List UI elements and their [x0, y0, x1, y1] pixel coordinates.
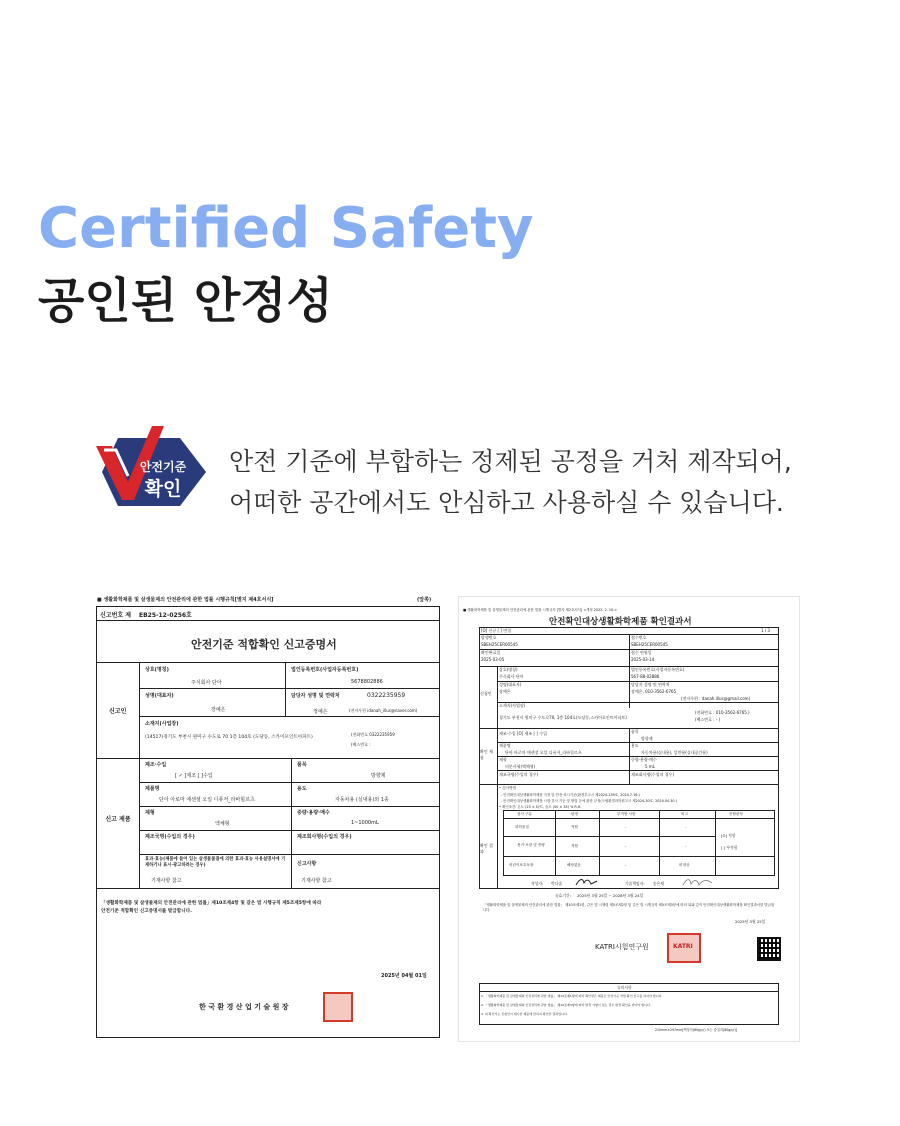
doc1-notice-label: 신고사항 [297, 861, 317, 867]
doc1-capacity-label: 중량·용량·매수 [297, 810, 330, 816]
doc2-tel: (전화번호 : 010-3562-6765 ) [695, 710, 750, 715]
doc2-row3-note: 비대상 [679, 863, 690, 867]
doc2-receipt-no-label: 접수번호 [631, 635, 647, 640]
badge-label-bottom: 확인 [144, 478, 182, 500]
doc2-overall-fail: [ ] 부적합 [721, 845, 738, 850]
doc2-receipt-date-label: 접수 연월일 [631, 650, 652, 655]
doc2-product-label: 제품명 [499, 743, 511, 748]
certificate-document-2 [458, 596, 800, 1042]
doc2-row3-fail: - [625, 863, 627, 867]
certificate-document-1 [95, 594, 441, 1040]
doc2-section-applicant: 신청인 [480, 691, 492, 696]
doc2-form-label: 제형 [499, 757, 507, 762]
doc2-company-label: 상호(명칭) [499, 667, 518, 672]
safety-check-badge [94, 424, 212, 520]
doc2-note-3: 3. 위 확인서는 신청인이 제시한 제품에 한하여 확인한 결과입니다. [481, 1012, 568, 1016]
doc2-issue-no: SBEH25CER00545 [481, 642, 518, 647]
doc1-company-label: 상호(명칭) [145, 667, 169, 673]
doc2-test-line-2: - 안전확인대상생활화학제품 시험·검사 기준 및 방법 등에 관한 규정(국립환경과학원고시 제2024-30호, 2024.04.30.) [501, 799, 677, 803]
doc2-biz-no: 567-88-02886 [631, 674, 660, 679]
doc1-certify-text-1: 「생활화학제품 및 살생물제의 안전관리에 관한 법률」제10조제4항 및 같은 법 시행규칙 제5조제5항에 따라 [101, 901, 322, 906]
doc2-valid-label: 유효기간: [555, 893, 571, 898]
doc2-footer: 210mm×297mm[백상지(80g/㎡) 또는 중질지(80g/㎡)] [655, 1028, 738, 1032]
doc1-product-label: 제품명 [145, 786, 160, 792]
doc2-row3-judge: 해당없음 [567, 863, 581, 867]
title-korean: 공인된 안정성 [38, 273, 333, 329]
doc2-receipt-no: SBEH25CER00545 [631, 642, 668, 647]
doc2-approver: 송은채 [653, 881, 665, 886]
title-english: Certified Safety [38, 196, 534, 261]
doc2-approver-label: 기술책임자: [625, 881, 645, 886]
doc2-company: 주식회사 단아 [499, 674, 524, 679]
doc1-official-seal [323, 992, 353, 1022]
doc1-side-tag: (앞쪽) [417, 597, 432, 603]
doc1-contact-name: 정예은 [313, 709, 328, 715]
doc2-use-label: 용도 [631, 743, 639, 748]
doc2-maker-label: 제조회사명(수입의 경우) [631, 772, 675, 777]
doc1-capacity: 1~1000mL [351, 820, 379, 826]
doc1-use: 자동차용 (실내용)외 1종 [335, 797, 389, 803]
doc1-law-header: ■ 생활화학제품 및 살생물제의 안전관리에 관한 법률 시행규칙[별지 제4호서식] [97, 597, 274, 603]
doc2-notes-title: 유의사항 [617, 985, 632, 990]
doc2-page: 1 / 3 [761, 628, 770, 633]
doc1-company: 주식회사 단아 [191, 680, 222, 686]
doc1-form-label: 제형 [145, 810, 155, 816]
doc2-receipt-date: 2025-03-14 [631, 657, 655, 662]
doc2-author: 박다솔 [551, 881, 563, 886]
doc1-fax: (팩스번호 : [351, 742, 371, 747]
doc1-item-label: 품목 [297, 762, 307, 768]
doc2-katri-seal [667, 933, 701, 963]
doc1-biz-no-label: 법인등록번호(사업자등록번호) [291, 667, 359, 673]
doc2-qr-code [757, 937, 781, 961]
doc2-note-2: 2. 「생활화학제품 및 살생물제의 안전관리에 관한 법률」 제10조제3항에 따라 변경 사항이 있는 경우 변경 확인을 받아야 합니다. [481, 1003, 651, 1007]
doc2-test-line-3: • 확인조건: 온도 (23 ± 5)℃, 습도 (50 ± 35) % R.H. [499, 805, 582, 809]
doc2-result-header-0: 검사 구분 [517, 812, 533, 816]
description [229, 441, 792, 523]
doc2-author-label: 작성자: [531, 881, 544, 886]
doc1-contact-label: 담당자 성명 및 연락처 [291, 693, 340, 699]
doc2-row1-fail: - [625, 825, 627, 829]
doc2-fax: (팩스번호 : - ) [695, 717, 721, 722]
doc1-form: 액체형 [215, 821, 230, 827]
doc2-import-value: 제조·수입 [O] 제조 [ ] 수입 [499, 731, 547, 736]
doc2-contact-label: 담당자 성명 및 연락처 [631, 682, 670, 687]
doc2-test-method: • 검사방법 [499, 786, 517, 790]
doc2-row2-fail: - [625, 844, 627, 848]
doc2-row2-note: - [685, 844, 687, 848]
doc2-note-1: 1. 「생활화학제품 및 살생물제의 안전관리에 관한 법률」 제10조제1항에 따라 확인받은 제품은 안전기준 적합 확인 신고를 하여야 합니다. [481, 994, 663, 998]
doc2-type: [O] 신규 [ ] 변경 [481, 628, 511, 633]
doc2-row1-judge: 적합 [571, 825, 578, 829]
doc1-import-value: [ ✓ ]제조 [ ]수입 [175, 773, 213, 779]
doc2-row3-cat: 어린이보호포장 [509, 863, 534, 867]
doc1-section-applicant: 신고인 [109, 708, 127, 715]
doc2-result-header-4: 종합판정 [729, 812, 743, 816]
doc2-section-product: 확인 제품 [480, 749, 493, 760]
doc2-section-result: 확인 결과 [480, 843, 493, 854]
doc2-address: 경기도 부천시 원미구 수도로70, 1층 104호(도당동,스카이포인트아파트) [499, 715, 627, 720]
doc1-report-no: EB25-12-0256호 [139, 612, 192, 619]
doc2-rep: 장예은 [499, 689, 511, 694]
doc2-law-header: ■ 생활화학제품 및 살생물제의 안전관리에 관한 법률 시행규칙 [별지 제2호서식] <개정 2022. 2. 10.> [463, 608, 618, 612]
doc1-date: 2025년 04월 01일 [381, 973, 427, 979]
doc2-katri-seal-text: KATRI [673, 943, 693, 950]
doc2-statement: 「생활화학제품 및 살생물제의 안전관리에 관한 법률」 제10조제1항, 같은 법 시행령 제5조제2항 및 같은 법 시행규칙 제5조제3항에 따라 위와 같이 안전확인대상생활화학제품 확인결과서를 발급합니다. [483, 903, 775, 912]
doc2-use: 자동차용(실내용), 일반용(실내공간용) [641, 750, 708, 755]
doc1-rep-label: 성명(대표자) [145, 693, 174, 699]
doc1-contact-phone: 0322235959 [367, 692, 406, 699]
doc2-date: 2025년 3월 25일 [735, 919, 766, 924]
doc1-contact-email: (전자우편 idanah_illus@naver.com) [349, 708, 418, 713]
doc1-origin-label: 제조국명(수입의 경우) [145, 834, 195, 840]
doc1-use-label: 용도 [297, 786, 307, 792]
doc1-biz-no: 5678802886 [351, 679, 383, 685]
doc1-item: 방향제 [371, 773, 386, 779]
doc2-item: 방향제 [641, 736, 653, 741]
doc1-effect-value: 기재사항 참고 [151, 878, 182, 884]
doc1-certify-text-2: 안전기준 적합확인 신고증명서를 발급합니다. [101, 909, 192, 914]
doc1-address-label: 소재지(사업장) [145, 721, 179, 727]
doc1-effect-label: 효과·효능(제품에 들어 있는 살생물물질에 의한 효과·효능 사용설명서에 기재하거나 표시·광고하려는 경우) [145, 857, 286, 868]
doc2-biz-no-label: 법인등록번호(사업자등록번호) [631, 667, 685, 672]
doc1-maker-label: 제조회사명(수입의 경우) [297, 834, 352, 840]
doc2-approver-signature [681, 876, 715, 888]
doc1-tel: (전화번호 0322235959 [351, 732, 395, 737]
doc1-section-product: 신고 제품 [105, 816, 131, 823]
doc2-result-header-1: 판정 [571, 812, 578, 816]
doc2-form: 비분사형(액체형) [505, 764, 536, 769]
doc2-issuer: KATRI시험연구원 [595, 943, 649, 951]
doc2-email: (전자우편 : danah.illus@gmail.com) [681, 696, 751, 701]
doc1-title: 안전기준 적합확인 신고증명서 [191, 638, 337, 651]
doc2-issue-no-label: 발행번호 [481, 635, 497, 640]
doc2-capacity: 5 mL [645, 764, 655, 769]
doc2-rep-label: 성명(대표자) [499, 682, 522, 687]
doc2-contact: 장예은, 010-3562-6765 [631, 689, 677, 694]
doc2-row1-note: - [685, 825, 687, 829]
doc2-confirm-date-label: 확인완료일 [481, 650, 501, 655]
doc2-row2-judge: 적합 [571, 844, 578, 848]
doc2-row2-cat: 용기·포장 및 중량 [517, 843, 545, 847]
doc2-overall-pass: [O] 적합 [721, 833, 736, 838]
doc1-address: (14517)경기도 부천시 원미구 수도로 70 1층 104호 (도당동, 스카이포인트아파트) [145, 735, 313, 740]
description-line-1: 안전 기준에 부합하는 정제된 공정을 거처 제작되어, [229, 447, 792, 476]
doc2-title: 안전확인대상생활화학제품 확인결과서 [549, 617, 692, 627]
doc2-item-label: 품목 [631, 729, 639, 734]
doc2-result-header-2: 부적합 사항 [617, 812, 636, 816]
doc1-rep: 장예은 [211, 707, 226, 713]
doc1-import-label: 제조·수입 [145, 762, 167, 768]
doc1-issuer: 한 국 환 경 산 업 기 술 원 장 [199, 1003, 289, 1011]
doc1-report-no-label: 신고번호 제 [100, 612, 132, 619]
doc2-author-signature [575, 877, 599, 887]
doc1-product: 단아 아로마 애센셜 오일 디퓨저_라바힐르츠 [159, 797, 255, 803]
doc2-result-header-3: 비고 [681, 812, 688, 816]
doc2-product: 단아 아로마 애센셜 오일 디퓨저_라바힐르츠 [505, 750, 582, 755]
doc2-test-line-1: - 안전확인대상생활화학제품 지정 및 안전·표시기준(환경부고시 제2024-139호, 2024.7.16.) [501, 793, 640, 797]
doc2-address-label: 소재지(사업장) [499, 703, 526, 708]
badge-label-top: 안전기준 [139, 460, 187, 474]
doc2-valid: 2025년 3월 25일 ~ 2028년 3월 24일 [577, 893, 644, 898]
doc2-confirm-date: 2025-03-05 [481, 657, 505, 662]
description-line-2: 어떠한 공간에서도 안심하고 사용하실 수 있습니다. [229, 488, 784, 517]
doc1-notice-value: 기재사항 참고 [301, 878, 332, 884]
doc2-origin-label: 제조국명(수입의 경우) [499, 772, 539, 777]
doc2-row1-cat: 화학물질 [515, 825, 529, 829]
doc2-capacity-label: 중량·용량·매수 [631, 757, 657, 762]
